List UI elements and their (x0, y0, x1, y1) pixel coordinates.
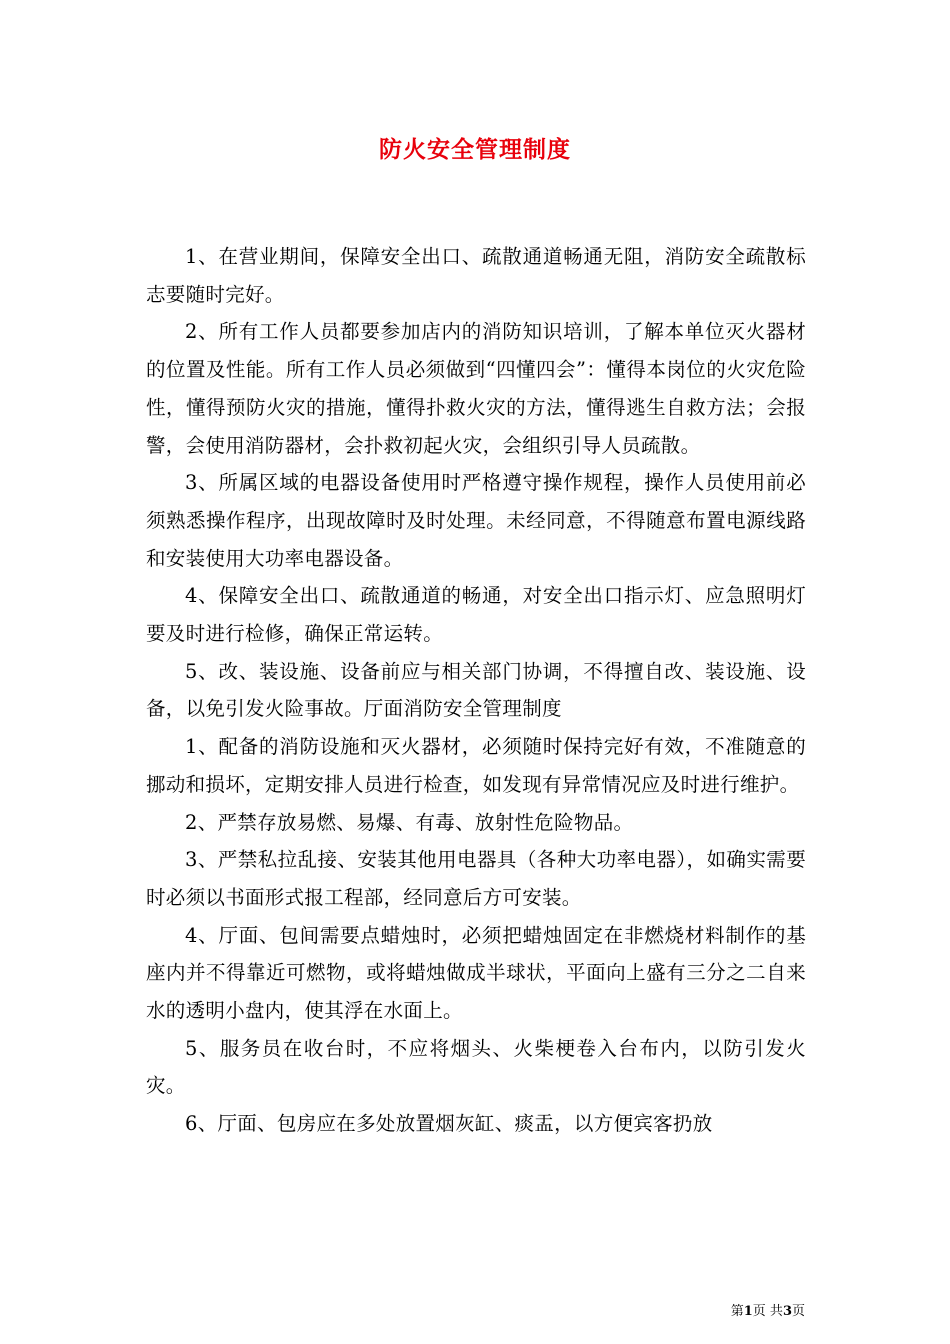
paragraph: 2、严禁存放易燃、易爆、有毒、放射性危险物品。 (185, 810, 634, 834)
paragraph: 2、所有工作人员都要参加店内的消防知识培训，了解本单位灭火器材的位置及性能。所有工作人员必须做到“四懂四会”：懂得本岗位的火灾危险性，懂得预防火灾的措施，懂得扑救火灾的方法，懂得逃生自救方法；会报警，会使用消防器材，会扑救初起火灾，会组织引导人员疏散。 (146, 320, 806, 457)
paragraph: 4、厅面、包间需要点蜡烛时，必须把蜡烛固定在非燃烧材料制作的基座内并不得靠近可燃物，或将蜡烛做成半球状，平面向上盛有三分之二自来水的透明小盘内，使其浮在水面上。 (146, 923, 806, 1023)
paragraph: 1、配备的消防设施和灭火器材，必须随时保持完好有效，不准随意的挪动和损坏，定期安排人员进行检查，如发现有异常情况应及时进行维护。 (146, 735, 806, 796)
footer-suffix: 页 (791, 1304, 805, 1319)
paragraph: 3、所属区域的电器设备使用时严格遵守操作规程，操作人员使用前必须熟悉操作程序，出现故障时及时处理。未经同意，不得随意布置电源线路和安装使用大功率电器设备。 (146, 471, 806, 570)
document-body (146, 238, 806, 1143)
page-title: 防火安全管理制度 (379, 136, 571, 163)
paragraph: 5、改、装设施、设备前应与相关部门协调，不得擅自改、装设施、设备，以免引发火险事故。厅面消防安全管理制度 (146, 659, 806, 721)
footer-prefix: 第 (730, 1304, 744, 1319)
paragraph: 6、厅面、包房应在多处放置烟灰缸、痰盂，以方便宾客扔放 (185, 1112, 713, 1136)
total-pages-number: 3 (782, 1304, 792, 1319)
paragraph: 5、服务员在收台时，不应将烟头、火柴梗卷入台布内，以防引发火灾。 (146, 1036, 806, 1098)
paragraph: 4、保障安全出口、疏散通道的畅通，对安全出口指示灯、应急照明灯要及时进行检修，确保正常运转。 (146, 584, 806, 646)
paragraph: 3、严禁私拉乱接、安装其他用电器具（各种大功率电器），如确实需要时必须以书面形式报工程部，经同意后方可安装。 (146, 848, 806, 909)
paragraph: 1、在营业期间，保障安全出口、疏散通道畅通无阻，消防安全疏散标志要随时完好。 (146, 245, 806, 306)
footer-middle: 页 共 (752, 1304, 783, 1319)
current-page-number: 1 (743, 1304, 753, 1319)
page-number-footer (731, 1300, 805, 1319)
